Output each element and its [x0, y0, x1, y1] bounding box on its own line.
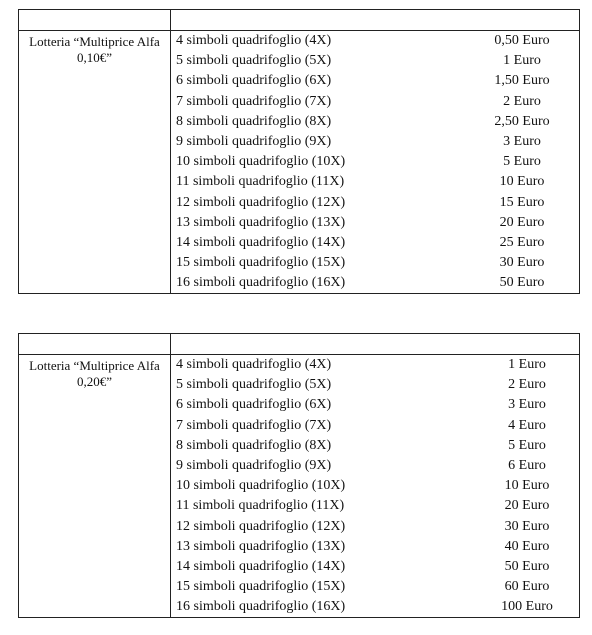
row-description: 12 simboli quadrifoglio (12X) [176, 194, 346, 210]
table-row [171, 517, 579, 537]
row-description: 14 simboli quadrifoglio (14X) [176, 558, 346, 574]
table-row [171, 416, 579, 436]
row-description: 10 simboli quadrifoglio (10X) [176, 478, 346, 494]
row-prize: 10 Euro [499, 174, 545, 190]
row-prize: 1 Euro [508, 357, 546, 373]
row-prize: 3 Euro [503, 134, 541, 150]
table-row [171, 92, 579, 112]
row-prize: 25 Euro [499, 234, 545, 250]
table-row [171, 152, 579, 172]
row-description: 10 simboli quadrifoglio (10X) [176, 154, 346, 170]
row-prize: 2 Euro [503, 93, 541, 109]
row-description: 4 simboli quadrifoglio (4X) [176, 33, 332, 49]
header-cell-empty [171, 334, 580, 355]
row-description: 5 simboli quadrifoglio (5X) [176, 377, 332, 393]
prize-table-1 [18, 9, 580, 294]
header-cell-empty [171, 10, 580, 31]
table-row [171, 375, 579, 395]
table-row [171, 597, 579, 617]
row-prize: 1,50 Euro [494, 73, 550, 89]
row-description: 16 simboli quadrifoglio (16X) [176, 599, 346, 615]
table-body-row [19, 355, 580, 618]
table-row [171, 193, 579, 213]
row-prize: 0,50 Euro [494, 33, 550, 49]
row-prize: 40 Euro [504, 538, 550, 554]
row-prize: 50 Euro [504, 558, 550, 574]
table-row [171, 51, 579, 71]
row-description: 6 simboli quadrifoglio (6X) [176, 73, 332, 89]
row-prize: 20 Euro [504, 498, 550, 514]
row-description: 8 simboli quadrifoglio (8X) [176, 113, 332, 129]
row-description: 13 simboli quadrifoglio (13X) [176, 538, 346, 554]
table-row [171, 557, 579, 577]
table-row [171, 476, 579, 496]
table-row [171, 395, 579, 415]
row-prize: 60 Euro [504, 579, 550, 595]
row-prize: 5 Euro [503, 154, 541, 170]
table-row [171, 213, 579, 233]
row-prize: 6 Euro [508, 458, 546, 474]
table-row [171, 537, 579, 557]
row-description: 9 simboli quadrifoglio (9X) [176, 134, 332, 150]
row-prize: 5 Euro [508, 437, 546, 453]
row-description: 15 simboli quadrifoglio (15X) [176, 579, 346, 595]
table-row [171, 456, 579, 476]
table-row [171, 436, 579, 456]
table-row [171, 71, 579, 91]
prize-rows-cell [171, 31, 580, 294]
row-prize: 10 Euro [504, 478, 550, 494]
row-description: 15 simboli quadrifoglio (15X) [176, 255, 346, 271]
table-row [171, 273, 579, 293]
row-description: 5 simboli quadrifoglio (5X) [176, 53, 332, 69]
row-prize: 2 Euro [508, 377, 546, 393]
lottery-name: Lotteria “Multiprice Alfa 0,20€” [19, 355, 171, 618]
row-description: 11 simboli quadrifoglio (11X) [176, 498, 345, 514]
table-row [171, 132, 579, 152]
lottery-name: Lotteria “Multiprice Alfa 0,10€” [19, 31, 171, 294]
row-prize: 4 Euro [508, 417, 546, 433]
table-header-row [19, 334, 580, 355]
row-description: 8 simboli quadrifoglio (8X) [176, 437, 332, 453]
table-row [171, 355, 579, 375]
row-description: 4 simboli quadrifoglio (4X) [176, 357, 332, 373]
prize-table-2 [18, 333, 580, 618]
row-prize: 50 Euro [499, 275, 545, 291]
header-cell-empty [19, 10, 171, 31]
table-row [171, 172, 579, 192]
table-row [171, 112, 579, 132]
row-description: 9 simboli quadrifoglio (9X) [176, 458, 332, 474]
prize-rows-cell [171, 355, 580, 618]
header-cell-empty [19, 334, 171, 355]
row-prize: 15 Euro [499, 194, 545, 210]
prize-rows [171, 355, 579, 617]
row-prize: 30 Euro [499, 255, 545, 271]
row-prize: 100 Euro [501, 599, 553, 615]
row-description: 12 simboli quadrifoglio (12X) [176, 518, 346, 534]
row-description: 6 simboli quadrifoglio (6X) [176, 397, 332, 413]
row-prize: 30 Euro [504, 518, 550, 534]
table-row [171, 253, 579, 273]
table-header-row [19, 10, 580, 31]
row-description: 13 simboli quadrifoglio (13X) [176, 214, 346, 230]
row-description: 11 simboli quadrifoglio (11X) [176, 174, 345, 190]
row-prize: 20 Euro [499, 214, 545, 230]
table-row [171, 496, 579, 516]
table-row [171, 31, 579, 51]
row-description: 7 simboli quadrifoglio (7X) [176, 93, 332, 109]
row-prize: 3 Euro [508, 397, 546, 413]
row-description: 14 simboli quadrifoglio (14X) [176, 234, 346, 250]
row-prize: 1 Euro [503, 53, 541, 69]
row-description: 16 simboli quadrifoglio (16X) [176, 275, 346, 291]
table-row [171, 577, 579, 597]
prize-rows [171, 31, 579, 293]
table-body-row [19, 31, 580, 294]
table-row [171, 233, 579, 253]
row-prize: 2,50 Euro [494, 113, 550, 129]
row-description: 7 simboli quadrifoglio (7X) [176, 417, 332, 433]
